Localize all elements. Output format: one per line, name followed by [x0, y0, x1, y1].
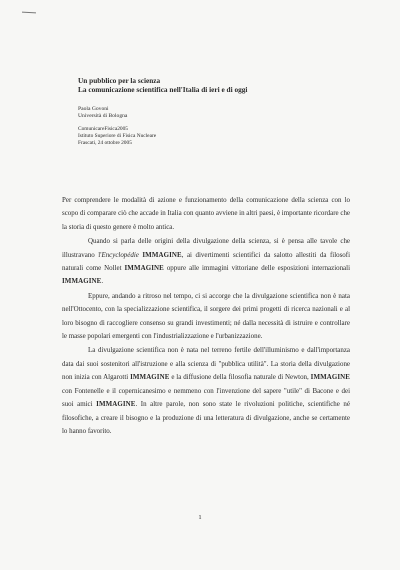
- paragraph-text: Quando si parla delle origini della divulgazione della scienza, si è pensa alle tavole che illustravano l': [62, 237, 350, 259]
- paragraph-text: con Fontenelle e il copernicanesimo e nemmeno con l'invenzione del sapere "utile" di Bacone e dei suoi amici: [62, 386, 350, 409]
- author-name: Paola Govoni: [78, 105, 109, 112]
- title-line-1: Un pubblico per la scienza: [78, 76, 161, 85]
- image-placeholder-text: IMMAGINE: [130, 373, 170, 382]
- body-paragraph: [62, 194, 350, 234]
- body-text: [62, 194, 350, 439]
- paragraph-text: Eppure, andando a ritroso nel tempo, ci si accorge che la divulgazione scientifica non è nata nell'Ottocento, con la specializzazione scientifica, il sorgere dei primi progetti di ricerca nazionali e al loro bisogno di raccogliere consenso su grandi investimenti; né dalla necessità di istruire e controllare le masse popolari emergenti con l'industrializzazione e l'urbanizzazione.: [62, 291, 350, 341]
- title-line-2: La comunicazione scientifica nell'Italia di ieri e di oggi: [78, 85, 248, 95]
- image-placeholder-text: IMMAGINE: [96, 400, 136, 409]
- author-block: [78, 106, 378, 120]
- image-placeholder-text: IMMAGINE: [62, 277, 102, 286]
- body-paragraph: [62, 235, 350, 289]
- body-paragraph: [62, 290, 350, 344]
- image-placeholder-text: IMMAGINE: [310, 373, 350, 382]
- document-header: [78, 76, 378, 147]
- italic-title-text: Encyclopédie: [101, 250, 139, 259]
- paragraph-text: oppure alle immagini vittoriane delle esposizioni internazionali: [163, 264, 350, 273]
- conference-block: [78, 126, 378, 147]
- paragraph-text: La divulgazione scientifica non è nata nel terreno fertile dell'illuminismo e dall'importanza data dai suoi sostenitori all'istruzione e alla scienza di "pubblica utilità". La storia della divulgazione non inizia con Algarotti: [62, 346, 350, 382]
- author-affiliation: Università di Bologna: [78, 112, 128, 119]
- paragraph-text: , ai divertimenti scientifici da salotto allestiti da filosofi naturali come Nollet: [62, 250, 351, 273]
- conference-name: ComunicareFisica2005: [78, 126, 129, 132]
- paragraph-text: . In altre parole, non sono state le rivoluzioni politiche, scientifiche né filosofiche, a creare il bisogno e la produzione di una letteratura di divulgazione, anche se certamente lo hanno favorito.: [62, 400, 350, 435]
- page-number: 1: [198, 514, 202, 521]
- paragraph-text: .: [101, 277, 104, 286]
- paragraph-text: Per comprendere le modalità di azione e funzionamento della comunicazione della scienza con lo scopo di comparare ciò che accade in Italia con quanto avviene in altri paesi, è importante ricordare che la storia di questo genere è molto antica.: [62, 196, 350, 231]
- image-placeholder-text: IMMAGINE: [124, 264, 164, 273]
- conference-institute: Istituto Superiore di Fisica Nucleare: [78, 133, 157, 139]
- image-placeholder-text: IMMAGINE: [142, 250, 182, 259]
- document-title: [78, 76, 378, 95]
- conference-place-date: Frascati, 24 ottobre 2005: [78, 140, 132, 146]
- body-paragraph: [62, 344, 350, 438]
- corner-pen-mark: [22, 12, 36, 14]
- paragraph-text: e la diffusione della filosofia naturale di Newton,: [169, 373, 311, 382]
